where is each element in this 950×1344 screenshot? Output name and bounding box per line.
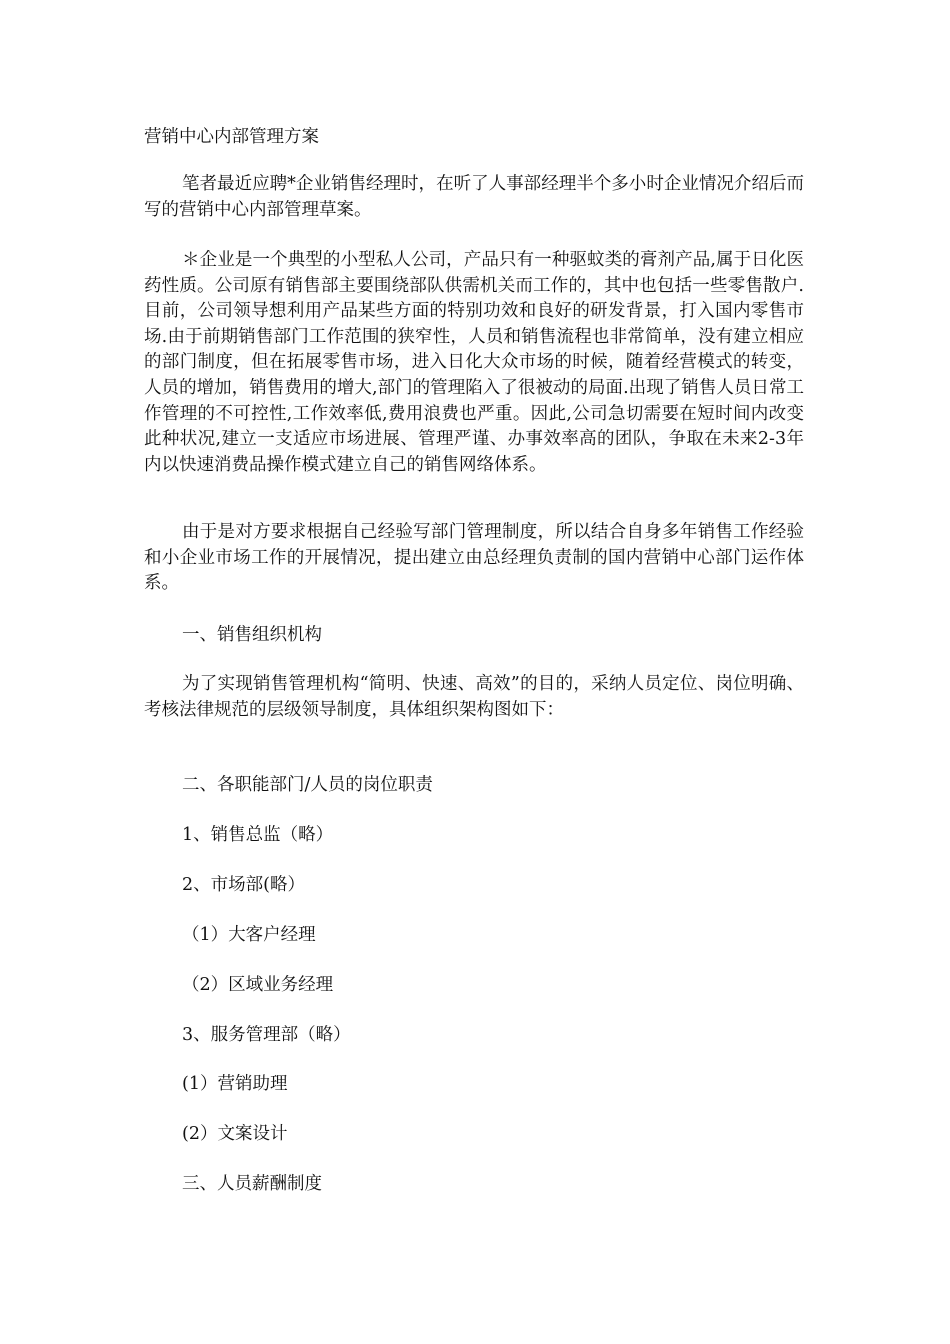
section-2-heading: 二、各职能部门/人员的岗位职责 bbox=[182, 775, 433, 795]
list-item: （2）区域业务经理 bbox=[182, 975, 334, 995]
section-1-heading: 一、销售组织机构 bbox=[182, 625, 322, 645]
section-1-paragraph: 为了实现销售管理机构“简明、快速、高效”的目的，采纳人员定位、岗位明确、考核法律规范的层级领导制度，具体组织架构图如下： bbox=[144, 674, 804, 720]
list-item: (1）营销助理 bbox=[182, 1074, 288, 1094]
list-item: 2、市场部(略） bbox=[182, 875, 305, 895]
section-3-heading: 三、人员薪酬制度 bbox=[182, 1174, 322, 1194]
list-item: 3、服务管理部（略） bbox=[182, 1025, 351, 1045]
company-background-paragraph: ＊企业是一个典型的小型私人公司，产品只有一种驱蚊类的膏剂产品,属于日化医药性质。公司原有销售部主要围绕部队供需机关而工作的，其中也包括一些零售散户.目前，公司领导想利用产品某些方面的特别功效和良好的研发背景，打入国内零售市场.由于前期销售部门工作范围的狭窄性，人员和销售流程也非常简单，没有建立相应的部门制度，但在拓展零售市场，进入日化大众市场的时候，随着经营模式的转变，人员的增加，销售费用的增大,部门的管理陷入了很被动的局面.出现了销售人员日常工作管理的不可控性,工作效率低,费用浪费也严重。因此,公司急切需要在短时间内改变此种状况,建立一支适应市场进展、管理严谨、办事效率高的团队，争取在未来2-3年内以快速消费品操作模式建立自己的销售网络体系。 bbox=[144, 250, 804, 475]
document-title: 营销中心内部管理方案 bbox=[144, 127, 319, 147]
list-item: (2）文案设计 bbox=[182, 1124, 288, 1144]
intro-paragraph: 笔者最近应聘*企业销售经理时，在听了人事部经理半个多小时企业情况介绍后而写的营销中心内部管理草案。 bbox=[144, 174, 804, 220]
approach-paragraph: 由于是对方要求根据自己经验写部门管理制度，所以结合自身多年销售工作经验和小企业市场工作的开展情况，提出建立由总经理负责制的国内营销中心部门运作体系。 bbox=[144, 522, 804, 594]
list-item: 1、销售总监（略） bbox=[182, 825, 334, 845]
list-item: （1）大客户经理 bbox=[182, 925, 316, 945]
